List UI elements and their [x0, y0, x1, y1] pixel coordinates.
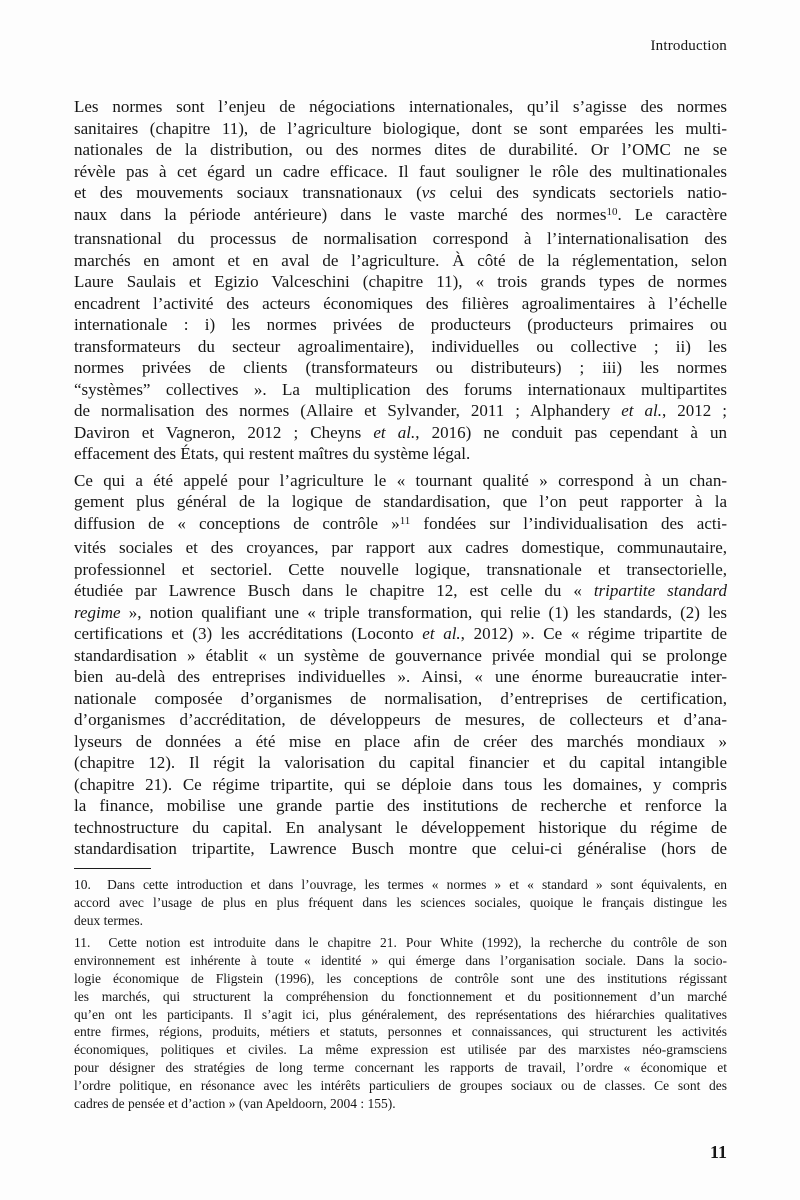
text-run: 10. Dans cette introduction et dans l’ouvrage, les termes « normes » et « standard » sont équivalents, en — [74, 877, 727, 892]
text-line — [74, 96, 727, 118]
text-run: d’organismes d’accréditation, de développeurs de mesures, de collecteurs et d’ana- — [74, 710, 727, 729]
text-line — [74, 602, 727, 624]
text-run: Laure Saulais et Egizio Valceschini (chapitre 11), « trois grands types de normes — [74, 272, 727, 291]
body-paragraph — [74, 470, 727, 860]
text-line — [74, 228, 727, 250]
text-line — [74, 491, 727, 513]
text-run: , 2012 ; — [662, 401, 727, 420]
text-line — [74, 876, 727, 894]
text-line — [74, 709, 727, 731]
text-line — [74, 513, 727, 538]
text-run: et al. — [373, 422, 416, 442]
text-run: environnement est inhérente à toute « identité » qui émerge dans l’organisation sociale. Dans la socio- — [74, 953, 727, 969]
text-line — [74, 688, 727, 710]
text-line — [74, 952, 727, 970]
text-run: , 2012) ». Ce « régime tripartite de — [460, 624, 727, 643]
text-run: Daviron et Vagneron, 2012 ; Cheyns — [74, 422, 374, 442]
text-run: nationales de la distribution, ou des normes dites de durabilité. Or l’OMC ne se — [74, 140, 727, 159]
text-run: cadres de pensée et d’action » (van Apeldoorn, 2004 : 155). — [74, 1095, 396, 1111]
text-run: certifications et (3) les accréditations (Loconto — [74, 624, 423, 643]
text-run: Ce qui a été appelé pour l’agriculture le « tournant qualité » correspond à un chan- — [74, 470, 727, 490]
text-line — [74, 752, 727, 774]
text-line — [74, 161, 727, 183]
footnote — [74, 934, 727, 1112]
text-line — [74, 357, 727, 379]
footnote-ref: 10 — [606, 205, 618, 218]
text-line — [74, 204, 727, 229]
text-run: 11. Cette notion est introduite dans le chapitre 21. Pour White (1992), la recherche du contrôle de son — [74, 935, 727, 951]
text-line — [74, 774, 727, 796]
text-run: tripartite standard — [593, 581, 727, 600]
text-run: normes privées de clients (transformateurs ou distributeurs) ; iii) les normes — [74, 358, 727, 377]
text-line — [74, 731, 727, 753]
text-run: standardisation tripartite, Lawrence Busch montre que celui-ci généralise (hors de — [74, 839, 727, 858]
text-run: vs — [421, 183, 436, 202]
text-line — [74, 336, 727, 358]
text-line — [74, 988, 727, 1006]
text-line — [74, 470, 727, 492]
text-run: transnational du processus de normalisation correspond à l’internationalisation des — [74, 229, 727, 248]
text-line — [74, 970, 727, 988]
footnote — [74, 876, 727, 929]
text-run: naux dans la période antérieure) dans le vaste marché des normes — [74, 204, 607, 224]
text-line — [74, 139, 727, 161]
text-run: vités sociales et des croyances, par rapport aux cadres domestique, communautaire, — [74, 538, 727, 557]
text-line — [74, 400, 727, 422]
text-line — [74, 422, 727, 444]
text-run: de normalisation des normes (Allaire et Sylvander, 2011 ; Alphandery — [74, 401, 622, 420]
text-line — [74, 443, 727, 465]
text-run: révèle pas à cet égard un cadre efficace. Il faut souligner le rôle des multinationales — [74, 161, 727, 181]
text-run: qu’en ont les participants. Il s’agit ici, plus généralement, des représentations des hiérarchies qualitatives — [74, 1006, 727, 1022]
footnote-ref: 11 — [399, 514, 411, 527]
text-line — [74, 559, 727, 581]
text-run: (chapitre 12). Il régit la valorisation du capital financier et du capital intangible — [74, 753, 727, 772]
text-run: lyseurs de données a été mise en place afin de créer des marchés mondiaux » — [74, 731, 727, 751]
text-run: regime — [74, 602, 121, 622]
text-run: bien au-delà des entreprises individuelles ». Ainsi, « une énorme bureaucratie inter- — [74, 667, 727, 686]
text-line — [74, 817, 727, 839]
text-run: . Le caractère — [617, 204, 727, 224]
text-line — [74, 1023, 727, 1041]
text-line — [74, 934, 727, 952]
text-run: effacement des États, qui restent maîtres du système légal. — [74, 444, 471, 463]
text-line — [74, 623, 727, 645]
text-line — [74, 666, 727, 688]
text-line — [74, 379, 727, 401]
text-line — [74, 1095, 727, 1113]
text-line — [74, 912, 727, 930]
text-line — [74, 293, 727, 315]
text-line — [74, 314, 727, 336]
text-run: pour désigner des stratégies de long terme concernant les rapports de travail, l’ordre « économique et — [74, 1059, 727, 1075]
text-run: et des mouvements sociaux transnationaux ( — [74, 183, 422, 202]
text-line — [74, 1041, 727, 1059]
text-run: internationale : i) les normes privées de producteurs (producteurs primaires ou — [74, 315, 727, 334]
text-line — [74, 580, 727, 602]
text-run: marchés en amont et en aval de l’agriculture. À côté de la réglementation, selon — [74, 250, 727, 270]
footnote-rule — [74, 868, 151, 869]
text-run: deux termes. — [74, 912, 143, 928]
text-run: », notion qualifiant une « triple transformation, qui relie (1) les standards, (2) les — [120, 602, 727, 622]
body-paragraph — [74, 96, 727, 465]
text-line — [74, 537, 727, 559]
body-text — [74, 96, 727, 860]
text-run: la finance, mobilise une grande partie des institutions de recherche et renforce la — [74, 796, 727, 815]
footnotes — [74, 876, 727, 1112]
text-run: gement plus général de la logique de standardisation, que l’on peut rapporter à la — [74, 492, 727, 511]
text-run: transformateurs du secteur agroalimentaire), individuelles ou collective ; ii) les — [74, 336, 727, 356]
text-run: Les normes sont l’enjeu de négociations internationales, qu’il s’agisse des normes — [74, 97, 727, 116]
text-run: sanitaires (chapitre 11), de l’agriculture biologique, dont se sont emparées les multi- — [74, 118, 727, 138]
text-run: fondées sur l’individualisation des acti- — [410, 513, 727, 533]
text-run: étudiée par Lawrence Busch dans le chapitre 12, est celle du « — [74, 581, 594, 600]
text-line — [74, 182, 727, 204]
text-line — [74, 795, 727, 817]
text-line — [74, 250, 727, 272]
running-header: Introduction — [650, 38, 727, 54]
text-run: professionnel et sectoriel. Cette nouvelle logique, transnationale et transectorielle, — [74, 559, 727, 579]
text-run: technostructure du capital. En analysant le développement historique du régime de — [74, 817, 727, 837]
text-line — [74, 271, 727, 293]
text-line — [74, 645, 727, 667]
text-run: nationale composée d’organismes de normalisation, d’entreprises de certification, — [74, 688, 727, 708]
text-run: “systèmes” collectives ». La multiplication des forums internationaux multipartites — [74, 379, 727, 399]
text-run: l’ordre politique, en résonance avec les intérêts particuliers de groupes sociaux ou de classes. Ce sont des — [74, 1077, 727, 1093]
page-number: 11 — [709, 1142, 727, 1162]
text-run: logie économique de Fligstein (1996), les conceptions de contrôle sont une des institutions régissant — [74, 970, 727, 986]
text-line — [74, 118, 727, 140]
text-run: standardisation » établit « un système de gouvernance privée mondial qui se prolonge — [74, 645, 727, 665]
text-run: (chapitre 21). Ce régime tripartite, qui se déploie dans tous les domaines, y compris — [74, 774, 727, 794]
text-line — [74, 838, 727, 860]
text-line — [74, 894, 727, 912]
text-run: et al. — [422, 624, 461, 643]
text-run: les marchés, qui structurent la compréhension du fonctionnement et du positionnement d’un marché — [74, 988, 727, 1004]
text-line — [74, 1006, 727, 1024]
text-run: entre firmes, régions, produits, métiers et statuts, personnes et connaissances, qui structurent les activités — [74, 1024, 727, 1040]
text-run: diffusion de « conceptions de contrôle » — [74, 513, 400, 533]
text-line — [74, 1059, 727, 1077]
text-run: et al. — [621, 401, 663, 420]
text-run: encadrent l’activité des acteurs économiques des filières agroalimentaires à l’échelle — [74, 293, 727, 313]
text-run: accord avec l’usage de plus en plus fréquent dans les sciences sociales, quoique le français distingue les — [74, 894, 727, 910]
text-line — [74, 1077, 727, 1095]
text-run: celui des syndicats sectoriels natio- — [435, 183, 727, 202]
text-run: économiques, politiques et civiles. La même expression est utilisée par des marxistes néo-gramsciens — [74, 1042, 727, 1058]
text-run: , 2016) ne conduit pas cependant à un — [415, 422, 727, 442]
